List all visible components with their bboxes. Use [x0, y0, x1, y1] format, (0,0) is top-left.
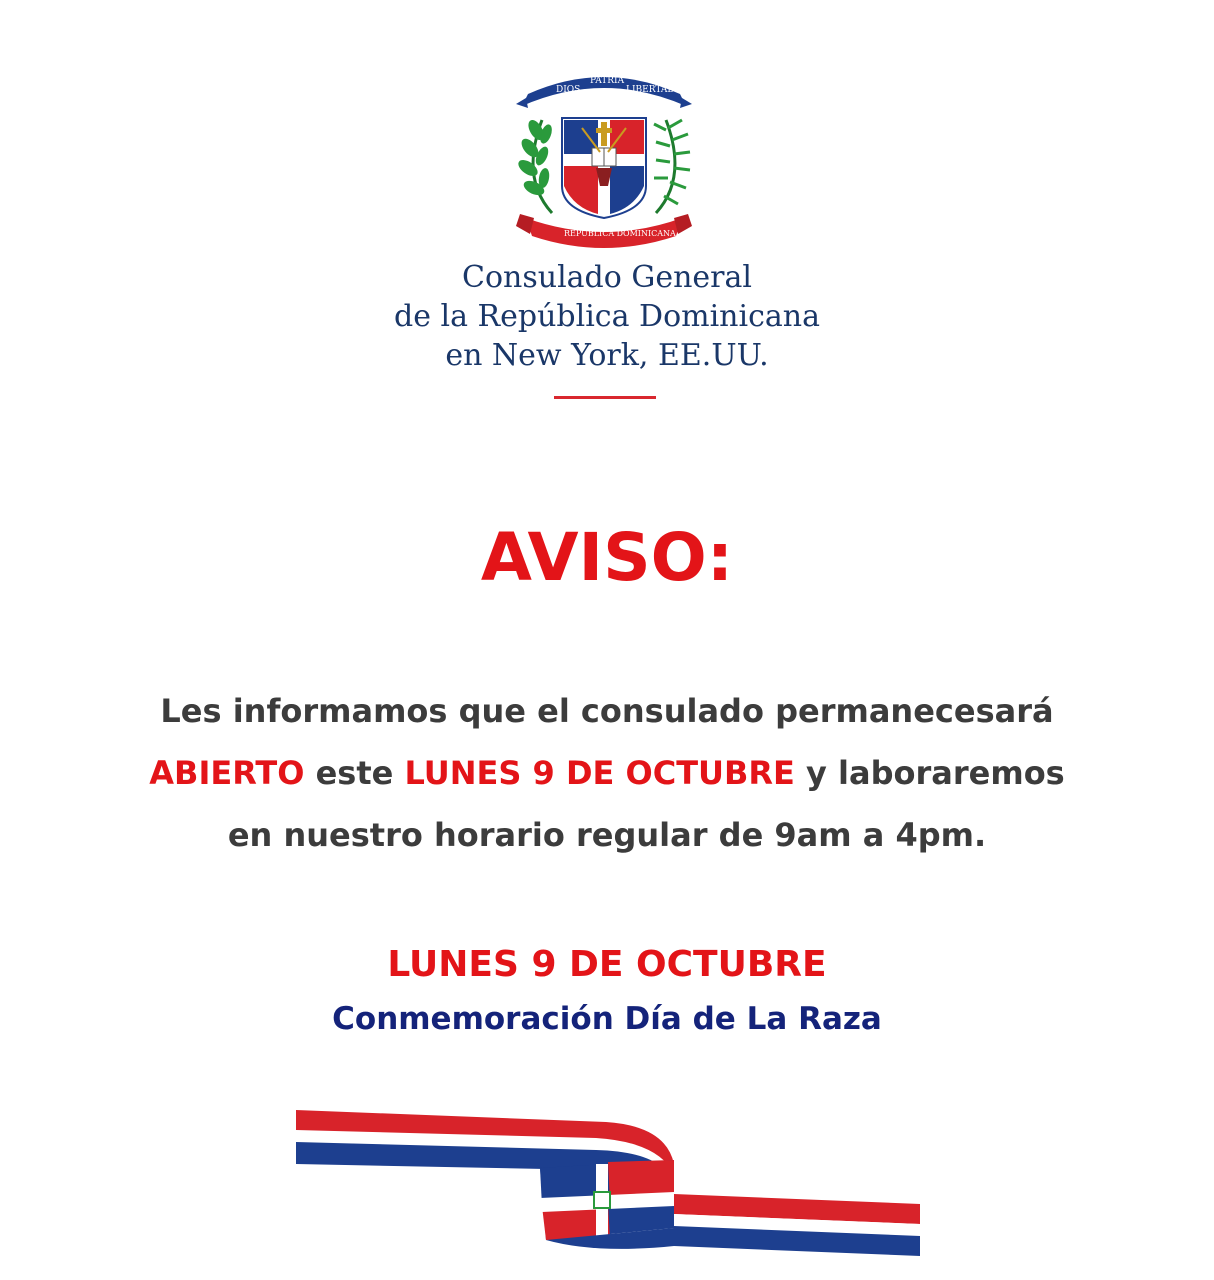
- emblem-ribbon-text: REPUBLICA DOMINICANA: [564, 229, 676, 238]
- notice-date-highlight: LUNES 9 DE OCTUBRE: [404, 754, 795, 792]
- coat-of-arms-icon: [512, 68, 696, 248]
- header-divider: [554, 396, 656, 399]
- notice-body: [0, 680, 1214, 866]
- notice-line-1: Les informamos que el consulado permanecesará: [160, 692, 1054, 730]
- motto-word: DIOS: [556, 85, 581, 95]
- notice-text: este: [304, 754, 405, 792]
- motto-word: PATRIA: [590, 76, 625, 86]
- notice-text: y laboraremos: [794, 754, 1065, 792]
- org-name: [0, 258, 1214, 375]
- open-status: ABIERTO: [149, 754, 305, 792]
- org-name-line-3: en New York, EE.UU.: [445, 338, 769, 373]
- org-name-line-1: Consulado General: [462, 260, 752, 295]
- notice-line-3: en nuestro horario regular de 9am a 4pm.: [227, 816, 987, 854]
- motto-word: LIBERTAD: [626, 85, 675, 95]
- notice-title: AVISO:: [480, 519, 734, 596]
- event-date: LUNES 9 DE OCTUBRE: [387, 944, 827, 985]
- org-name-line-2: de la República Dominicana: [394, 299, 820, 334]
- event-name: Conmemoración Día de La Raza: [332, 1001, 882, 1037]
- notice-line-2: [0, 742, 1214, 804]
- dominican-flag-ribbon-icon: [296, 1104, 920, 1256]
